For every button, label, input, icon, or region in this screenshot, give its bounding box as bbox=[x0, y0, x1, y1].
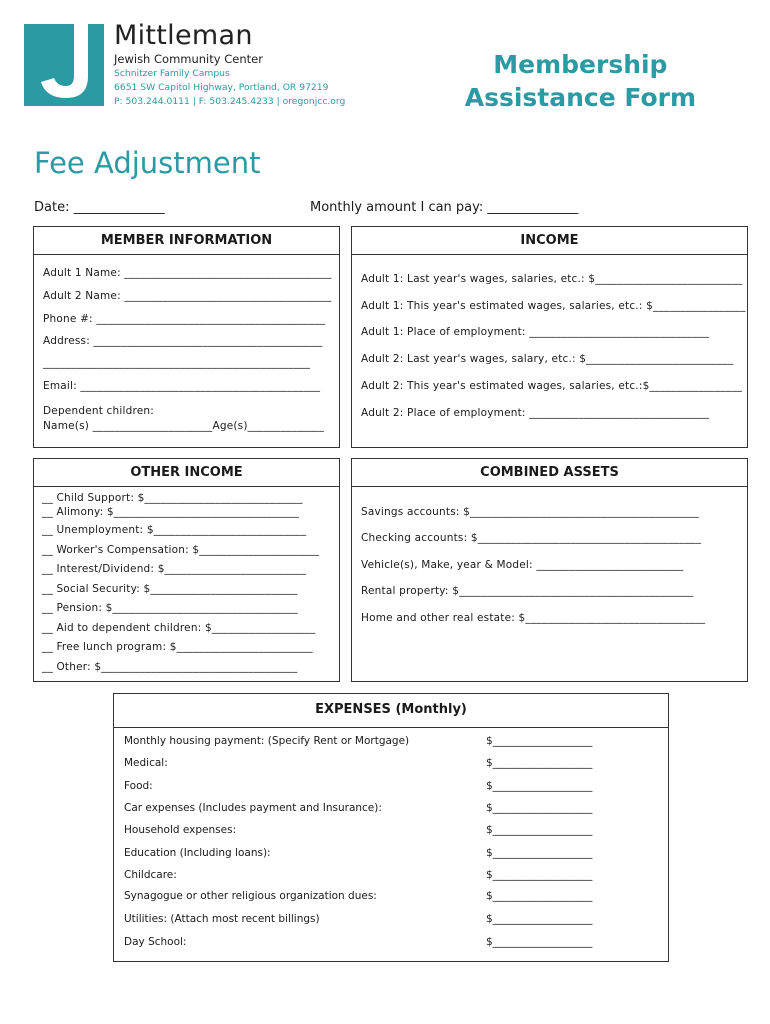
org-contact: P: 503.244.0111 | F: 503.245.4233 | oregonjcc.org bbox=[114, 96, 346, 107]
dependent-children-label: Dependent children: bbox=[43, 405, 155, 417]
expenses-box bbox=[113, 693, 669, 962]
adult2-employment-field[interactable]: Adult 2: Place of employment: _________________________________ bbox=[361, 407, 710, 419]
form-title-line2: Assistance Form bbox=[464, 83, 696, 112]
adult1-this-year-wages-field[interactable]: Adult 1: This year's estimated wages, salaries, etc.: $_________________ bbox=[361, 300, 746, 312]
food-field[interactable]: $___________________ bbox=[486, 780, 593, 792]
member-information-title: MEMBER INFORMATION bbox=[34, 227, 339, 255]
adult2-this-year-wages-field[interactable]: Adult 2: This year's estimated wages, salaries, etc.:$_________________ bbox=[361, 380, 743, 392]
logo-j-icon bbox=[24, 24, 104, 106]
combined-assets-box bbox=[351, 458, 748, 682]
other-income-box bbox=[33, 458, 340, 682]
expenses-title: EXPENSES (Monthly) bbox=[114, 694, 668, 728]
interest-dividend-field[interactable]: __ Interest/Dividend: $__________________________ bbox=[42, 563, 307, 575]
phone-field[interactable]: Phone #: __________________________________________ bbox=[43, 313, 326, 325]
utilities-label: Utilities: (Attach most recent billings) bbox=[124, 913, 320, 925]
adult2-name-field[interactable]: Adult 2 Name: ______________________________________ bbox=[43, 290, 332, 302]
date-field[interactable]: Date: ______________ bbox=[34, 200, 165, 215]
income-box bbox=[351, 226, 748, 448]
adult1-last-year-wages-field[interactable]: Adult 1: Last year's wages, salaries, etc.: $___________________________ bbox=[361, 273, 743, 285]
other-income-field[interactable]: __ Other: $____________________________________ bbox=[42, 661, 298, 673]
member-information-box bbox=[33, 226, 340, 448]
adult1-employment-field[interactable]: Adult 1: Place of employment: _________________________________ bbox=[361, 326, 710, 338]
household-expenses-field[interactable]: $___________________ bbox=[486, 824, 593, 836]
car-expenses-field[interactable]: $___________________ bbox=[486, 802, 593, 814]
rental-property-field[interactable]: Rental property: $___________________________________________ bbox=[361, 585, 694, 597]
real-estate-field[interactable]: Home and other real estate: $_________________________________ bbox=[361, 612, 706, 624]
synagogue-dues-label: Synagogue or other religious organization dues: bbox=[124, 890, 377, 902]
social-security-field[interactable]: __ Social Security: $___________________________ bbox=[42, 583, 298, 595]
adult1-name-field[interactable]: Adult 1 Name: ______________________________________ bbox=[43, 267, 332, 279]
form-title-line1: Membership bbox=[493, 50, 668, 79]
org-name: Mittleman bbox=[114, 20, 253, 51]
day-school-field[interactable]: $___________________ bbox=[486, 936, 593, 948]
dependent-names-ages-field[interactable]: Name(s) ______________________Age(s)______________ bbox=[43, 420, 324, 432]
day-school-label: Day School: bbox=[124, 936, 187, 948]
free-lunch-field[interactable]: __ Free lunch program: $_________________________ bbox=[42, 641, 313, 653]
other-income-title: OTHER INCOME bbox=[34, 459, 339, 487]
form-title bbox=[465, 48, 696, 114]
workers-compensation-field[interactable]: __ Worker's Compensation: $______________________ bbox=[42, 544, 320, 556]
car-expenses-label: Car expenses (Includes payment and Insurance): bbox=[124, 802, 382, 814]
synagogue-dues-field[interactable]: $___________________ bbox=[486, 890, 593, 902]
combined-assets-title: COMBINED ASSETS bbox=[352, 459, 747, 487]
email-field[interactable]: Email: ____________________________________________ bbox=[43, 380, 321, 392]
savings-accounts-field[interactable]: Savings accounts: $__________________________________________ bbox=[361, 506, 699, 518]
utilities-field[interactable]: $___________________ bbox=[486, 913, 593, 925]
education-field[interactable]: $___________________ bbox=[486, 847, 593, 859]
childcare-label: Childcare: bbox=[124, 869, 177, 881]
housing-payment-label: Monthly housing payment: (Specify Rent or Mortgage) bbox=[124, 735, 410, 747]
education-label: Education (Including loans): bbox=[124, 847, 271, 859]
vehicles-field[interactable]: Vehicle(s), Make, year & Model: ___________________________ bbox=[361, 559, 684, 571]
adult2-last-year-wages-field[interactable]: Adult 2: Last year's wages, salary, etc.: $___________________________ bbox=[361, 353, 734, 365]
address-line2-field[interactable]: _________________________________________________ bbox=[43, 357, 311, 369]
checking-accounts-field[interactable]: Checking accounts: $_________________________________________ bbox=[361, 532, 702, 544]
child-support-field[interactable]: __ Child Support: $_____________________________ bbox=[42, 492, 303, 504]
section-title: Fee Adjustment bbox=[34, 146, 261, 180]
unemployment-field[interactable]: __ Unemployment: $____________________________ bbox=[42, 524, 307, 536]
income-title: INCOME bbox=[352, 227, 747, 255]
childcare-field[interactable]: $___________________ bbox=[486, 869, 593, 881]
medical-field[interactable]: $___________________ bbox=[486, 757, 593, 769]
medical-label: Medical: bbox=[124, 757, 168, 769]
food-label: Food: bbox=[124, 780, 153, 792]
household-expenses-label: Household expenses: bbox=[124, 824, 237, 836]
org-address: 6651 SW Capitol Highway, Portland, OR 97219 bbox=[114, 82, 329, 93]
org-subtitle: Jewish Community Center bbox=[114, 52, 263, 66]
campus-name: Schnitzer Family Campus bbox=[114, 68, 230, 79]
alimony-field[interactable]: __ Alimony: $__________________________________ bbox=[42, 506, 300, 518]
housing-payment-field[interactable]: $___________________ bbox=[486, 735, 593, 747]
pension-field[interactable]: __ Pension: $__________________________________ bbox=[42, 602, 298, 614]
address-field[interactable]: Address: __________________________________________ bbox=[43, 335, 323, 347]
organization-info bbox=[114, 20, 345, 109]
monthly-amount-field[interactable]: Monthly amount I can pay: ______________ bbox=[310, 200, 579, 215]
aid-dependent-children-field[interactable]: __ Aid to dependent children: $___________________ bbox=[42, 622, 316, 634]
jcc-logo bbox=[24, 24, 104, 106]
